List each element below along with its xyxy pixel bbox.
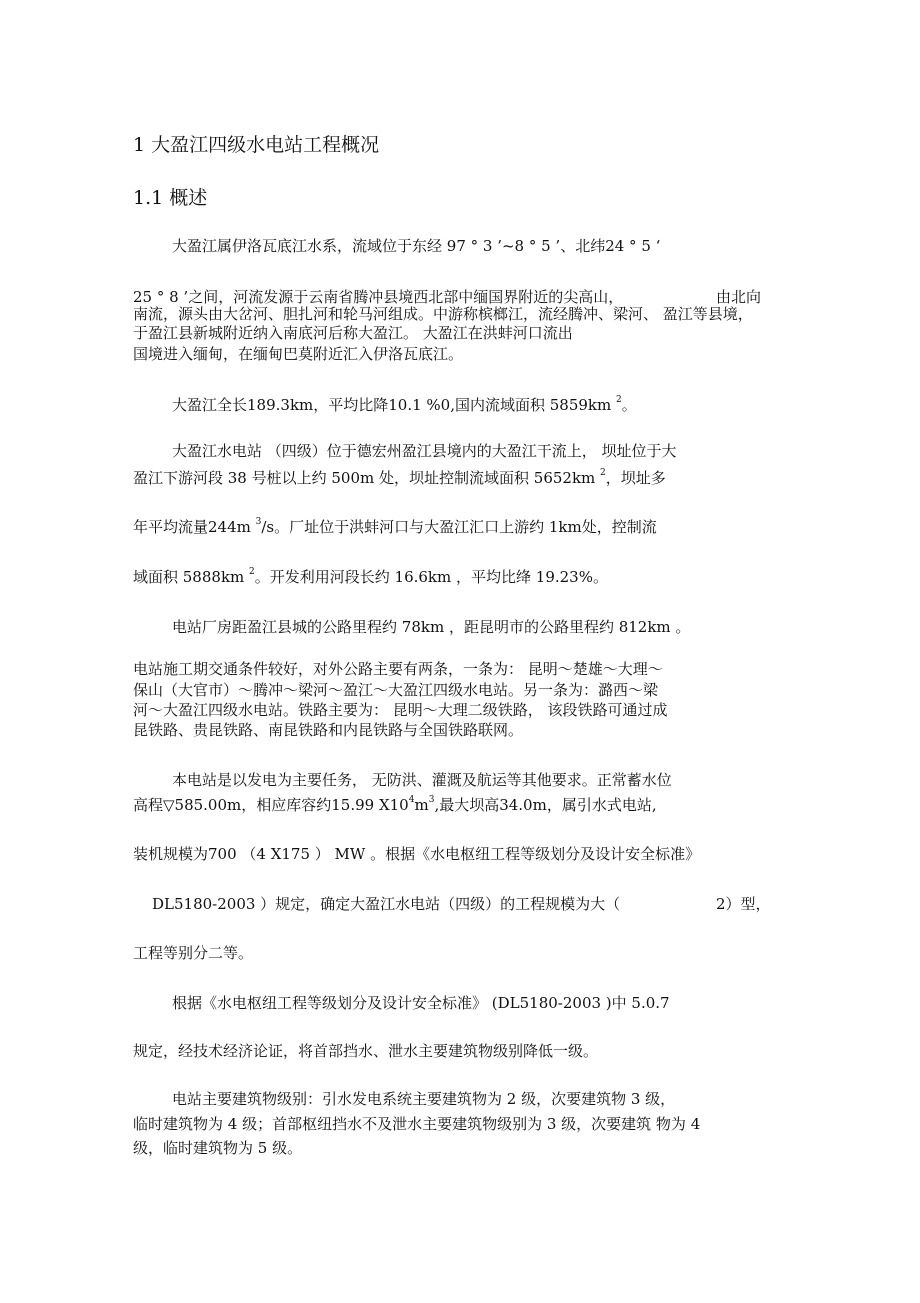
paragraph-line: 电站厂房距盈江县城的公路里程约 78km ，距昆明市的公路里程约 812km 。 [172,618,691,636]
paragraph-line [172,396,637,414]
paragraph-line [133,469,666,487]
superscript: 2 [249,567,255,577]
paragraph-line: DL5180-2003 ）规定，确定大盈江水电站（四级）的工程规模为大（ [152,895,621,913]
paragraph-line: 由北向 [716,288,762,306]
paragraph-line: 装机规模为700 （4 X175 ） MW 。根据《水电枢纽工程等级划分及设计安全标准》 [133,845,701,863]
paragraph-line: 保山（大官市）～腾冲～梁河～盈江～大盈江四级水电站。另一条为：潞西～梁 [133,681,659,699]
paragraph-line: 根据《水电枢纽工程等级划分及设计安全标准》 (DL5180-2003 )中 5.0.7 [172,994,670,1012]
text-run: 。 [621,396,637,414]
superscript: 3 [428,795,435,805]
paragraph-line: 国境进入缅甸，在缅甸巴莫附近汇入伊洛瓦底江。 [133,345,464,363]
text-run: 盈江下游河段 38 号桩以上约 500m 处，坝址控制流域面积 5652km [133,469,601,487]
paragraph-line: 本电站是以发电为主要任务， 无防洪、灌溉及航运等其他要求。正常蓄水位 [172,771,672,789]
paragraph-line: 大盈江水电站 （四级）位于德宏州盈江县境内的大盈江干流上， 坝址位于大 [172,442,677,460]
text-run: 大盈江全长189.3km，平均比降10.1 %0,国内流域面积 5859km [172,396,617,414]
paragraph-line: 电站主要建筑物级别：引水发电系统主要建筑物为 2 级，次要建筑物 3 级， [172,1090,676,1108]
paragraph-line: 2）型， [716,895,771,913]
text-run: 。开发利用河段长约 16.6km ，平均比绛 19.23%。 [254,568,608,586]
text-run: /s。厂址位于洪蚌河口与大盈江汇口上游约 1km处，控制流 [261,518,657,536]
paragraph-line: 于盈江县新城附近纳入南底河后称大盈江。 大盈江在洪蚌河口流出 [133,324,573,342]
paragraph-line: 河～大盈江四级水电站。铁路主要为： 昆明～大理二级铁路， 该段铁路可通过成 [133,701,668,719]
superscript: 2 [616,395,622,405]
paragraph-line: 级，临时建筑物为 5 级。 [133,1139,303,1157]
paragraph-line: 电站施工期交通条件较好，对外公路主要有两条，一条为： 昆明～楚雄～大理～ [133,660,663,678]
paragraph-line: 25 ° 8 ’之间，河流发源于云南省腾冲县境西北部中缅国界附近的尖高山， [133,288,624,306]
paragraph-line: 南流，源头由大岔河、胆扎河和轮马河组成。中游称槟榔江，流经腾冲、梁河、 盈江等县境， [133,305,753,323]
text-run: m [414,796,429,814]
paragraph-line: 昆铁路、贵昆铁路、南昆铁路和内昆铁路与全国铁路联网。 [133,721,524,739]
paragraph-line: 临时建筑物为 4 级；首部枢纽挡水不及泄水主要建筑物级别为 3 级，次要建筑 物为 4 [133,1115,701,1133]
text-run: 域面积 5888km [133,568,250,586]
superscript: 3 [255,517,262,527]
paragraph-line [133,796,657,814]
text-run: 年平均流量244m [133,518,256,536]
text-run: ,最大坝高34.0m，属引水式电站, [434,796,657,814]
superscript: 2 [600,468,606,478]
paragraph-line: 大盈江属伊洛瓦底江水系，流域位于东经 97 ° 3 ’~8 ° 5 ’、北纬24 ° 5 ‘ [172,237,661,255]
section-heading: 1.1 概述 [133,187,208,209]
superscript: 4 [408,795,415,805]
text-run: ，坝址多 [605,469,666,487]
paragraph-line [133,518,657,536]
paragraph-line: 工程等别分二等。 [133,944,254,962]
text-run: 高程▽585.00m，相应库容约15.99 X10 [133,796,409,814]
paragraph-line: 规定，经技术经济论证，将首部挡水、泄水主要建筑物级别降低一级。 [133,1042,599,1060]
paragraph-line [133,568,608,586]
chapter-heading: 1 大盈江四级水电站工程概况 [133,134,380,156]
